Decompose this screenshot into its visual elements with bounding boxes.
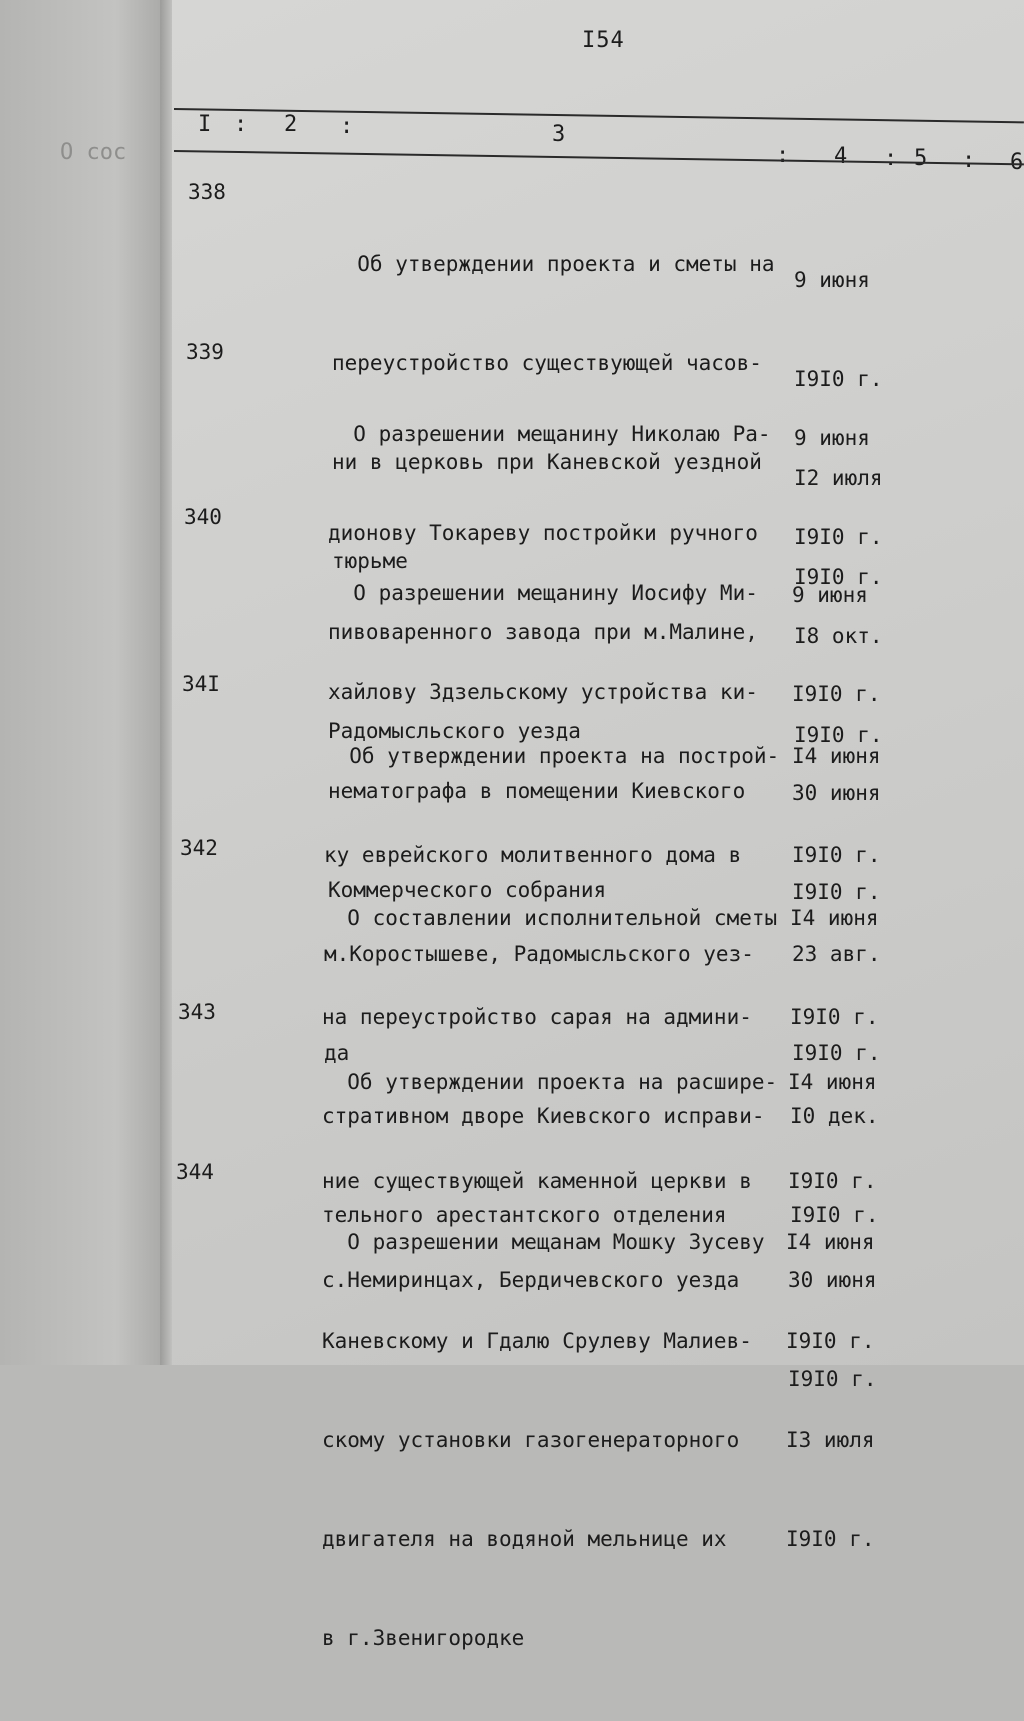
entry-date: I4 июня — [788, 1070, 877, 1094]
entry-date: I9I0 г. — [792, 1041, 881, 1065]
entry-number: 343 — [178, 1000, 216, 1024]
header-sep-1: : — [234, 112, 248, 137]
entry-line: тюрьме — [332, 549, 408, 573]
entry-number: 340 — [184, 505, 222, 529]
entry-date: 9 июня — [794, 426, 870, 450]
entry-number: 339 — [186, 340, 224, 364]
entry-number: 344 — [176, 1160, 214, 1184]
entry-date: I9I0 г. — [790, 1005, 879, 1029]
page-number: I54 — [582, 28, 625, 53]
entry-line: дионову Токареву постройки ручного — [328, 521, 758, 545]
entry-date: I9I0 г. — [794, 525, 883, 549]
header-sep-2: : — [340, 114, 354, 139]
entry-dates — [786, 1160, 875, 1622]
entry-date: 23 авг. — [792, 942, 881, 966]
entry-date: I9I0 г. — [792, 682, 881, 706]
header-col-2: 2 — [284, 112, 298, 137]
entry-date: I9I0 г. — [788, 1367, 877, 1391]
entry-line: О разрешении мещанину Иосифу Ми- — [328, 581, 758, 605]
entry-line: хайлову Здзельскому устройства ки- — [328, 680, 758, 704]
entry-date: I9I0 г. — [786, 1329, 875, 1353]
entry-date: I4 июня — [792, 744, 881, 768]
entry-line: О разрешении мещанам Мошку Зусеву — [322, 1230, 765, 1254]
entry-date: 30 июня — [792, 781, 881, 805]
entry-line: в г.Звенигородке — [322, 1626, 525, 1650]
entry-line: пивоваренного завода при м.Малине, — [328, 620, 758, 644]
entry-date: I0 дек. — [790, 1104, 879, 1128]
entry-date: I9I0 г. — [794, 367, 883, 391]
entry-date: 9 июня — [794, 268, 870, 292]
entry-line: О составлении исполнительной сметы — [322, 906, 778, 930]
entry-date: I9I0 г. — [794, 565, 883, 589]
header-sep-3: : — [776, 143, 790, 168]
entry-line: двигателя на водяной мельнице их — [322, 1527, 727, 1551]
entry-date: I3 июля — [786, 1428, 875, 1452]
entry-number: 34I — [182, 672, 220, 696]
header-sep-4: : — [884, 146, 898, 171]
entry-line: ку еврейского молитвенного дома в — [324, 843, 742, 867]
entry-date: I2 июля — [794, 466, 883, 490]
entry-date: I9I0 г. — [792, 880, 881, 904]
entry-line: ние существующей каменной церкви в — [322, 1169, 752, 1193]
header-col-4: 4 — [834, 144, 848, 169]
entry-line: переустройство существующей часов- — [332, 351, 762, 375]
entry-date: I9I0 г. — [788, 1169, 877, 1193]
header-col-1: I — [198, 112, 212, 137]
entry-line: Радомысльского уезда — [328, 719, 581, 743]
entry-line: да — [324, 1041, 350, 1065]
entry-line: Об утверждении проекта на расшире- — [322, 1070, 778, 1094]
entry-date: 30 июня — [788, 1268, 877, 1292]
entry-date: I9I0 г. — [792, 843, 881, 867]
header-sep-5: : — [962, 148, 976, 173]
entry-date: I4 июня — [786, 1230, 875, 1254]
entry-line: ни в церковь при Каневской уездной — [332, 450, 762, 474]
entry-date: 9 июня — [792, 583, 868, 607]
entry-line: с.Немиринцах, Бердичевского уезда — [322, 1268, 740, 1292]
entry-line: Об утверждении проекта на построй- — [324, 744, 780, 768]
entry-date: I9I0 г. — [794, 723, 883, 747]
entry-date: I4 июня — [790, 906, 879, 930]
entry-line: Об утверждении проекта и сметы на — [332, 252, 775, 276]
document-page — [172, 0, 1024, 1650]
header-col-3: 3 — [552, 122, 566, 147]
entry-line: тельного арестантского отделения — [322, 1203, 727, 1227]
entry-date: I9I0 г. — [790, 1203, 879, 1227]
entry-line: Каневскому и Гдалю Срулеву Малиев- — [322, 1329, 752, 1353]
entry-line: О разрешении мещанину Николаю Ра- — [328, 422, 771, 446]
entry-line: стративном дворе Киевского исправи- — [322, 1104, 765, 1128]
entry-line: на переустройство сарая на админи- — [322, 1005, 752, 1029]
entry-line: скому установки газогенераторного — [322, 1428, 740, 1452]
entry-line: нематографа в помещении Киевского — [328, 779, 746, 803]
entry-line: Коммерческого собрания — [328, 878, 607, 902]
register-entry — [172, 1160, 1024, 1650]
entry-number: 342 — [180, 836, 218, 860]
entry-number: 338 — [188, 180, 226, 204]
header-col-5: 5 — [914, 146, 928, 171]
entry-description — [322, 1160, 765, 1721]
entry-line: м.Коростышеве, Радомысльского уез- — [324, 942, 754, 966]
header-col-6: 6 — [1010, 150, 1024, 175]
entry-date: I8 окт. — [794, 624, 883, 648]
header-rule-top — [174, 108, 1024, 123]
entry-date: I9I0 г. — [786, 1527, 875, 1551]
facing-page — [0, 0, 165, 1365]
facing-page-bleed: О сос — [60, 140, 127, 165]
